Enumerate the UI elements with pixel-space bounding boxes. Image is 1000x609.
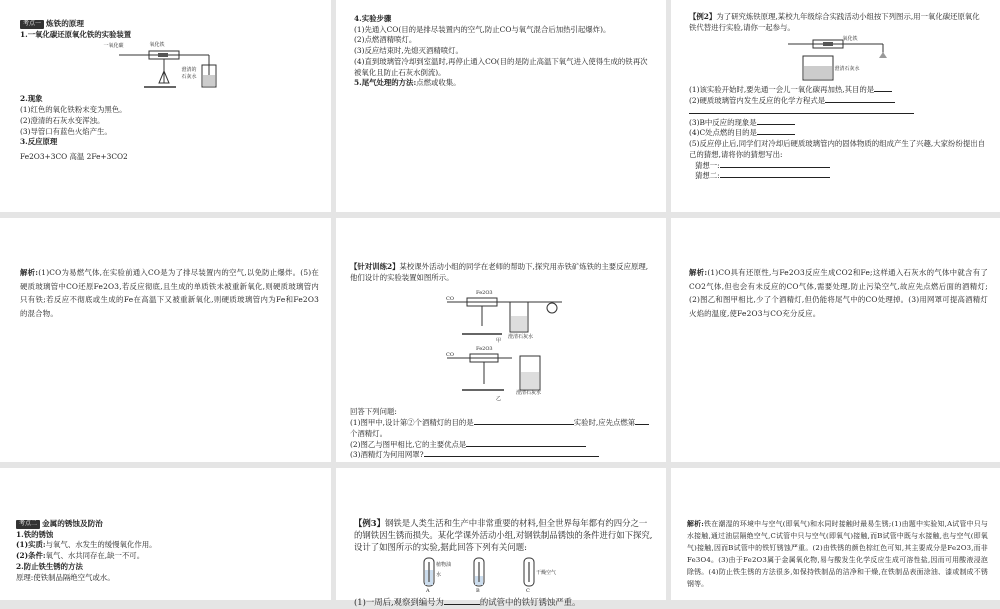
answer-blank-1[interactable] <box>874 91 892 92</box>
oil-label: 植物油 <box>436 562 452 569</box>
practice-blank-3[interactable] <box>424 456 599 457</box>
answer-blank-2[interactable] <box>825 102 895 103</box>
slide-analysis-1 <box>0 218 331 462</box>
label-co-a: CO <box>446 296 454 303</box>
apparatus-drawing <box>114 43 224 91</box>
ex3-q1b-text: 的试管中的铁钉锈蚀严重。 <box>479 597 581 608</box>
step-3: (3)反应结束时,先熄灭酒精喷灯。 <box>354 46 463 56</box>
label-fe2o3-a: Fe2O3 <box>476 290 493 297</box>
rust-essence-text: 与氧气、水发生的缓慢氧化作用。 <box>45 540 157 550</box>
tail-gas-line <box>354 78 654 89</box>
practice-q3-text: (3)酒精灯为何用网罩? <box>350 450 424 460</box>
topic-tag: 考点一 <box>20 20 44 29</box>
guess-2-blank[interactable] <box>720 177 830 178</box>
slide-analysis-2 <box>671 218 1000 462</box>
question-1 <box>689 85 986 96</box>
slide-experiment-steps <box>336 0 666 212</box>
question-3 <box>689 118 986 129</box>
step-2: (2)点燃酒精喷灯。 <box>354 35 417 45</box>
analysis-2-paragraph <box>689 266 988 321</box>
example-3-intro <box>354 518 654 553</box>
practice-intro <box>350 262 654 283</box>
tail-gas-text: 点燃或收集。 <box>416 78 461 88</box>
answer-blank-2b[interactable] <box>689 113 914 114</box>
example-apparatus-diagram <box>783 36 893 82</box>
practice-q1b: 实验时,应先点燃第 <box>573 418 636 428</box>
practice-blank-1[interactable] <box>474 424 574 425</box>
slide-example-3 <box>336 468 666 608</box>
phenomenon-2: (2)澄清的石灰水变浑浊。 <box>20 115 105 125</box>
example-3-text: 钢铁是人类生活和生产中非常重要的材料,但全世界每年都有约四分之一的钢铁因生锈而损失。某化学课外活动小组,对钢铁制品锈蚀的条件进行如下探究,设计了如图所示的实验,据此回答下列有关问题: <box>354 518 653 552</box>
rust-conditions <box>16 551 319 562</box>
guess-2 <box>689 171 986 182</box>
example-3-question-1 <box>354 597 654 609</box>
question-1-text: (1)该实验开始时,要先通一会儿一氧化碳再加热,其目的是 <box>689 85 875 95</box>
slide-rust-prevention <box>0 468 331 600</box>
question-5: (5)反应停止后,同学们对冷却后硬质玻璃管内的固体物质的组成产生了兴趣,大家纷纷提出自己的猜想,请将你的猜想写出: <box>689 139 986 159</box>
label-yi: 乙 <box>496 396 502 403</box>
practice-q1-text: (1)图甲中,设计第②个酒精灯的目的是 <box>350 418 474 428</box>
slide-iron-smelting-principle <box>0 0 331 212</box>
analysis-3-text: 铁在潮湿的环境中与空气(即氧气)和水同时接触时最易生锈;(1)由题中实验知,A试管中只与水接触,通过油层隔绝空气,C试管中只与空气(即氧气)接触,而B试管中既与水接触,也与空气(即氧气)接触,因而B试管中的铁钉锈蚀严重。(2)由铁锈的颜色棕红色可知,其主要成分是Fe2O3,而非Fe3O4。(3)由于Fe2O3属于金属氧化物,易与酸发生化学反应生成可溶性盐,因而可用酸液浸泡除锈。(4)防止铁生锈的方法很多,如保持铁制品的洁净和干燥,在铁制品表面涂油、漆或制成不锈钢等。 <box>687 520 989 589</box>
tube-a-label: A <box>426 588 430 595</box>
practice-question-3 <box>350 450 654 461</box>
example-intro <box>689 12 986 33</box>
practice-prompt: 回答下列问题: <box>350 407 397 417</box>
rust-essence-label: (1)实质: <box>16 540 46 550</box>
practice-question-1 <box>350 418 654 439</box>
slide-practice-2 <box>336 218 666 462</box>
practice-q1c: 个酒精灯。 <box>350 428 387 438</box>
prevention-principle <box>16 573 319 584</box>
question-4-text: (4)C处点燃的目的是 <box>689 128 757 138</box>
example-3-label: 【例3】 <box>354 518 385 528</box>
example-apparatus-drawing <box>783 36 893 82</box>
practice-apparatus-diagram <box>432 286 572 404</box>
label-limewater: 石灰水 <box>181 74 197 81</box>
analysis-2-text: (1)CO具有还原性,与Fe2O3反应生成CO2和Fe;这样通入石灰水的气体中就含有了CO2气体,但也会有未反应的CO气体,需要处理,防止污染空气,故应先点燃后面的酒精灯;(2)图乙和图甲相比,少了个酒精灯,但仍能将尾气中的CO处理掉。(3)用网罩可提高酒精灯火焰的温度,使Fe2O3与CO充分反应。 <box>689 268 988 319</box>
tail-gas-label: 5.尾气处理的方法: <box>354 78 417 88</box>
apparatus-diagram <box>103 42 224 91</box>
prevention-label: 原理: <box>16 572 34 582</box>
analysis-2-label: 解析: <box>689 268 708 277</box>
test-tube-diagram <box>414 556 564 594</box>
subheading-apparatus: 1.一氧化碳还原氧化铁的实验装置 <box>20 29 132 39</box>
step-1: (1)先通入CO(目的是排尽装置内的空气,防止CO与氧气混合后加热引起爆炸)。 <box>354 24 611 34</box>
rust-conditions-label: (2)条件: <box>16 551 46 561</box>
prevention-text: 使铁制品隔绝空气或水。 <box>33 572 115 582</box>
subheading-prevention: 2.防止铁生锈的方法 <box>16 561 83 571</box>
ex3-blank-1[interactable] <box>444 604 480 605</box>
analysis-text: (1)CO为易燃气体,在实验前通入CO是为了排尽装置内的空气,以免防止爆炸。(5)在硬质玻璃管中CO还原Fe2O3,若反应彻底,且生成的单质铁未被重新氧化,则硬质玻璃管内只有铁;若反应不彻底或生成的Fe在高温下又被重新氧化,则硬质玻璃管内为Fe和Fe2O3的混合物。 <box>20 268 319 319</box>
label-co: 一氧化碳 <box>103 43 124 50</box>
guess-1-label: 猜想一: <box>695 160 720 170</box>
question-4 <box>689 128 986 139</box>
question-3-text: (3)B中反应的现象是 <box>689 117 757 127</box>
water-label: 水 <box>436 572 442 579</box>
step-4: (4)直到玻璃管冷却到室温时,再停止通入CO(目的是防止高温下氧气进入使得生成的铁再次被氧化且防止石灰水倒流)。 <box>354 56 648 77</box>
label-limewater-b: 澄清石灰水 <box>516 390 542 397</box>
subheading-reaction: 3.反应原理 <box>20 137 58 147</box>
section-title-2: 金属的锈蚀及防治 <box>42 519 103 528</box>
analysis-label: 解析: <box>20 268 39 277</box>
guess-1-blank[interactable] <box>720 167 830 168</box>
practice-q2-text: (2)图乙与图甲相比,它的主要优点是 <box>350 439 467 449</box>
answer-blank-3[interactable] <box>757 124 795 125</box>
practice-question-2 <box>350 440 654 451</box>
topic-tag-2: 考点二 <box>16 520 40 529</box>
section-header-2 <box>16 518 319 530</box>
guess-1 <box>689 161 986 172</box>
label-limewater-a: 澄清石灰水 <box>508 334 534 341</box>
practice-apparatus-drawing <box>432 286 572 404</box>
label-jia: 甲 <box>496 338 502 345</box>
answer-blank-4[interactable] <box>757 134 795 135</box>
subheading-steps: 4.实验步骤 <box>354 14 392 23</box>
rust-conditions-text: 氧气、水共同存在,缺一不可。 <box>45 551 145 561</box>
practice-blank-1b[interactable] <box>635 424 649 425</box>
tube-c-label: C <box>526 588 530 595</box>
example-label: 【例2】 <box>689 12 717 21</box>
label-fe2o3-b: Fe2O3 <box>476 346 493 353</box>
dry-air-label: 干燥空气 <box>536 570 557 577</box>
practice-text: 某校课外活动小组的同学在老师的帮助下,探究用赤铁矿炼铁的主要反应原理,他们设计的实验装置如图所示。 <box>350 262 649 282</box>
analysis-paragraph <box>20 266 319 321</box>
practice-label: 【针对训练2】 <box>350 262 400 271</box>
label-clear: 澄清的 <box>181 67 197 74</box>
label-iron-oxide: 氧化铁 <box>149 42 165 49</box>
question-2-text: (2)硬质玻璃管内发生反应的化学方程式是 <box>689 96 826 106</box>
ex-label-limewater: 澄清石灰水 <box>834 66 860 73</box>
example-text: 为了研究炼铁原理,某校九年级综合实践活动小组按下列图示,用一氧化碳还原氧化铁代替进行实验,请你一起参与。 <box>689 12 980 32</box>
ex3-q1-text: (1)一周后,观察到编号为 <box>354 597 444 608</box>
slide-analysis-3 <box>671 468 1000 600</box>
subheading-phenomena: 2.现象 <box>20 94 43 104</box>
guess-2-label: 猜想二: <box>695 171 720 181</box>
practice-blank-2[interactable] <box>466 446 586 447</box>
analysis-3-label: 解析: <box>687 520 705 528</box>
ex-label-iron-oxide: 氧化铁 <box>842 36 858 43</box>
tube-b-label: B <box>476 588 480 595</box>
phenomenon-1: (1)红色的氧化铁粉末变为黑色。 <box>20 105 127 115</box>
analysis-3-paragraph <box>687 518 988 590</box>
subheading-rusting: 1.铁的锈蚀 <box>16 529 54 539</box>
label-co-b: CO <box>446 352 454 359</box>
question-2-continuation <box>689 107 986 118</box>
section-header <box>20 18 317 30</box>
slide-example-2 <box>671 0 1000 212</box>
section-title: 炼铁的原理 <box>46 19 84 28</box>
phenomenon-3: (3)导管口有蓝色火焰产生。 <box>20 126 112 136</box>
rust-essence <box>16 540 319 551</box>
question-2 <box>689 96 986 107</box>
reaction-equation: Fe2O3+3CO 高温 2Fe+3CO2 <box>20 152 128 162</box>
